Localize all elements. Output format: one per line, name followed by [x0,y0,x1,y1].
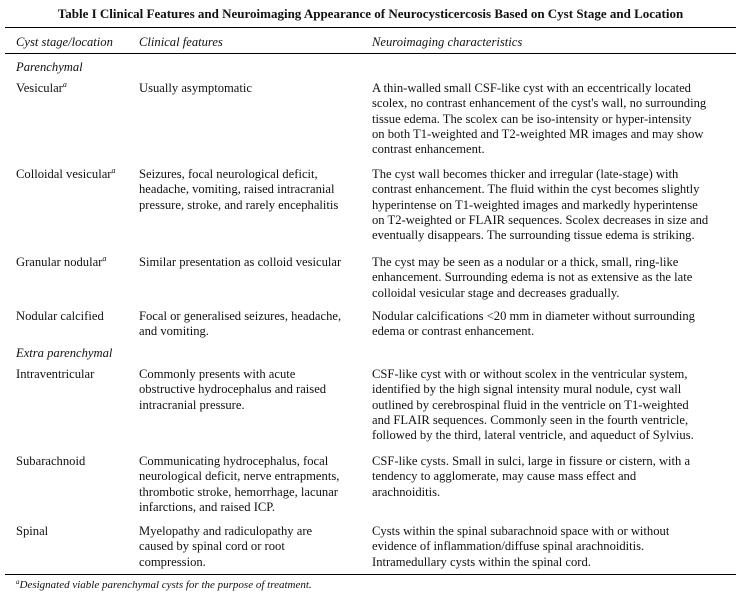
section-parenchymal: Parenchymal [16,60,83,74]
imaging-cell: CSF-like cysts. Small in sulci, large in fissure or cistern, with a tendency to agglomerate, may cause mass effect and arachnoiditis. [372,454,691,499]
clinical-cell: Usually asymptomatic [139,81,252,95]
top-rule [5,27,736,28]
stage-cell: Subarachnoid [16,454,86,468]
imaging-cell: CSF-like cyst with or without scolex in the ventricular system, identified by the high signal intensity mural nodule, cyst wall outlined by cerebrospinal fluid in the ventricle on T1-weighted and FLAIR sequences. Commonly seen in the fourth ventricle, followed by the third, lateral ventricle, and aqueduct of Sylvius. [372,367,694,443]
clinical-cell: Myelopathy and radiculopathy are caused by spinal cord or root compression. [139,524,313,569]
header-neuroimaging: Neuroimaging characteristics [372,35,523,49]
section-extra-parenchymal: Extra parenchymal [16,346,113,360]
stage-cell: Vesicular$^a$ [16,80,67,95]
imaging-cell: The cyst may be seen as a nodular or a thick, small, ring-like enhancement. Surrounding edema is not as extensive as the late colloidal vesicular stage and decreases gradually. [372,255,693,300]
clinical-cell: Communicating hydrocephalus, focal neurological deficit, nerve entrapments, thrombotic stroke, hemorrhage, lacunar infarctions, and raised ICP. [139,454,340,514]
imaging-cell: Nodular calcifications <20 mm in diameter without surrounding edema or contrast enhancement. [372,309,695,339]
clinical-cell: Focal or generalised seizures, headache, and vomiting. [139,309,342,339]
bottom-rule [5,574,736,575]
imaging-cell: Cysts within the spinal subarachnoid space with or without evidence of inflammation/diffuse spinal arachnoiditis. Intramedullary cysts within the spinal cord. [372,524,670,569]
stage-cell: Nodular calcified [16,309,104,323]
clinical-cell: Similar presentation as colloid vesicular [139,255,342,269]
stage-cell: Granular nodular$^a$ [16,254,107,269]
clinical-cell: Seizures, focal neurological deficit, headache, vomiting, raised intracranial pressure, stroke, and rarely encephalitis [139,167,339,212]
stage-cell: Spinal [16,524,49,538]
header-rule [5,53,736,54]
imaging-cell: A thin-walled small CSF-like cyst with an eccentrically located scolex, no contrast enhancement of the cyst's wall, no surrounding tissue edema. The scolex can be iso-intensity or hyper-intensity on both T1-weighted and T2-weighted MR images and may show contrast enhancement. [372,81,707,157]
header-cyst-stage: Cyst stage/location [16,35,113,49]
stage-cell: Intraventricular [16,367,95,381]
header-clinical-features: Clinical features [139,35,223,49]
stage-cell: Colloidal vesicular$^a$ [16,166,116,181]
table-title: Table I Clinical Features and Neuroimaging Appearance of Neurocysticercosis Based on Cyst Stage and Location [57,6,684,21]
imaging-cell: The cyst wall becomes thicker and irregular (late-stage) with contrast enhancement. The fluid within the cyst becomes slightly hyperintense on T1-weighted images and markedly hyperintense on T2-weighted or FLAIR sequences. Scolex decreases in size and eventually disappears. The surrounding tissue edema is striking. [372,167,709,243]
table-footnote: $^a$Designated viable parenchymal cysts for the purpose of treatment. [16,578,312,591]
clinical-cell: Commonly presents with acute obstructive hydrocephalus and raised intracranial pressure. [139,367,327,412]
